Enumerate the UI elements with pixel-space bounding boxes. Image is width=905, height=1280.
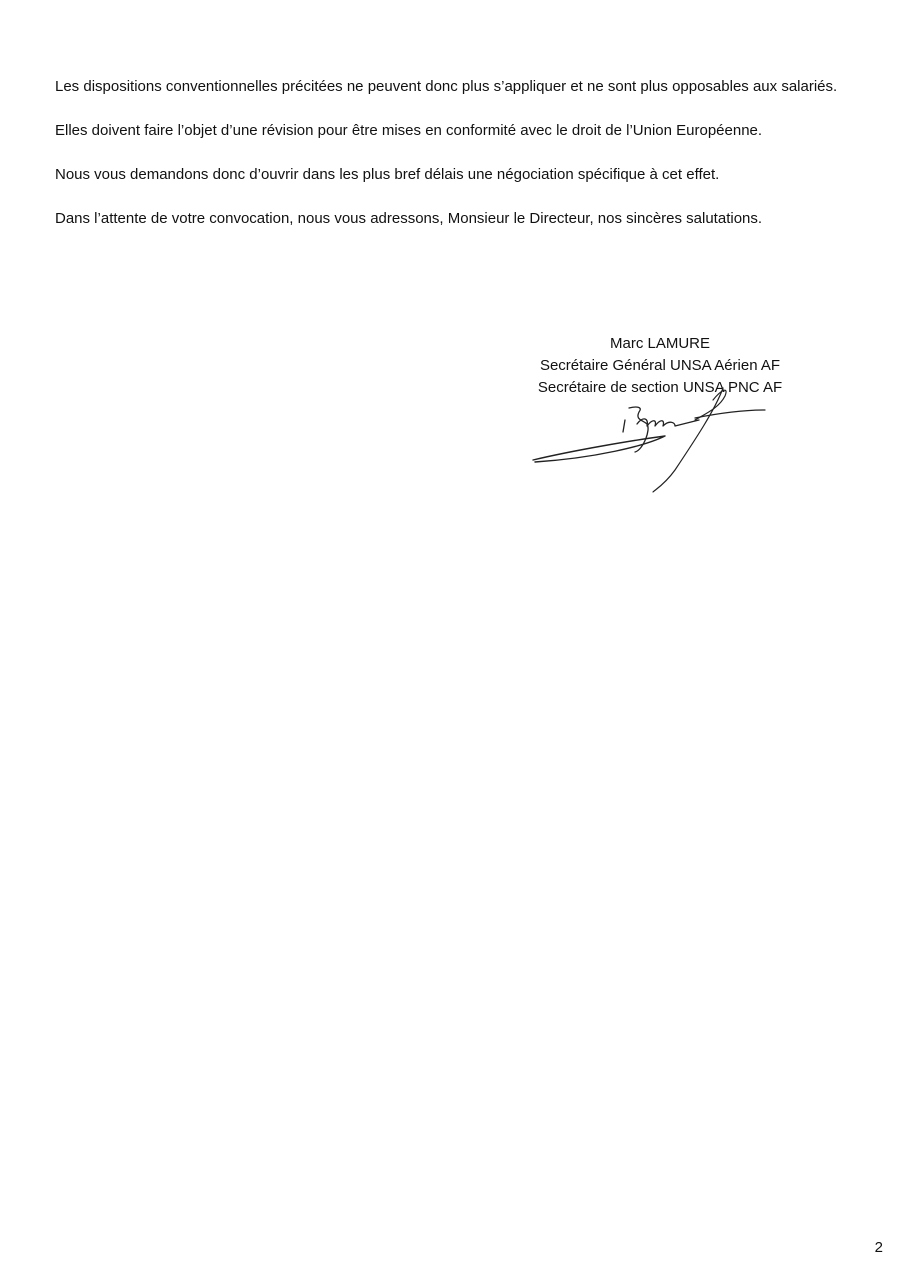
- letter-body: [55, 76, 865, 252]
- paragraph-negociation: Nous vous demandons donc d’ouvrir dans les plus bref délais une négociation spécifique à cet effet.: [55, 166, 720, 183]
- signatory-title-2: Secrétaire de section UNSA PNC AF: [537, 379, 783, 396]
- signatory-title-1: Secrétaire Général UNSA Aérien AF: [539, 357, 781, 374]
- paragraph-revision: Elles doivent faire l’objet d’une révision pour être mises en conformité avec le droit de l’Union Européenne.: [55, 122, 763, 139]
- paragraph-salutations: Dans l’attente de votre convocation, nous vous adressons, Monsieur le Directeur, nos sincères salutations.: [55, 210, 763, 227]
- handwritten-signature: [525, 380, 775, 495]
- signatory-name: Marc LAMURE: [609, 335, 710, 352]
- paragraph-dispositions: Les dispositions conventionnelles précitées ne peuvent donc plus s’appliquer et ne sont plus opposables aux salariés.: [55, 78, 838, 95]
- page-number: 2: [874, 1239, 883, 1256]
